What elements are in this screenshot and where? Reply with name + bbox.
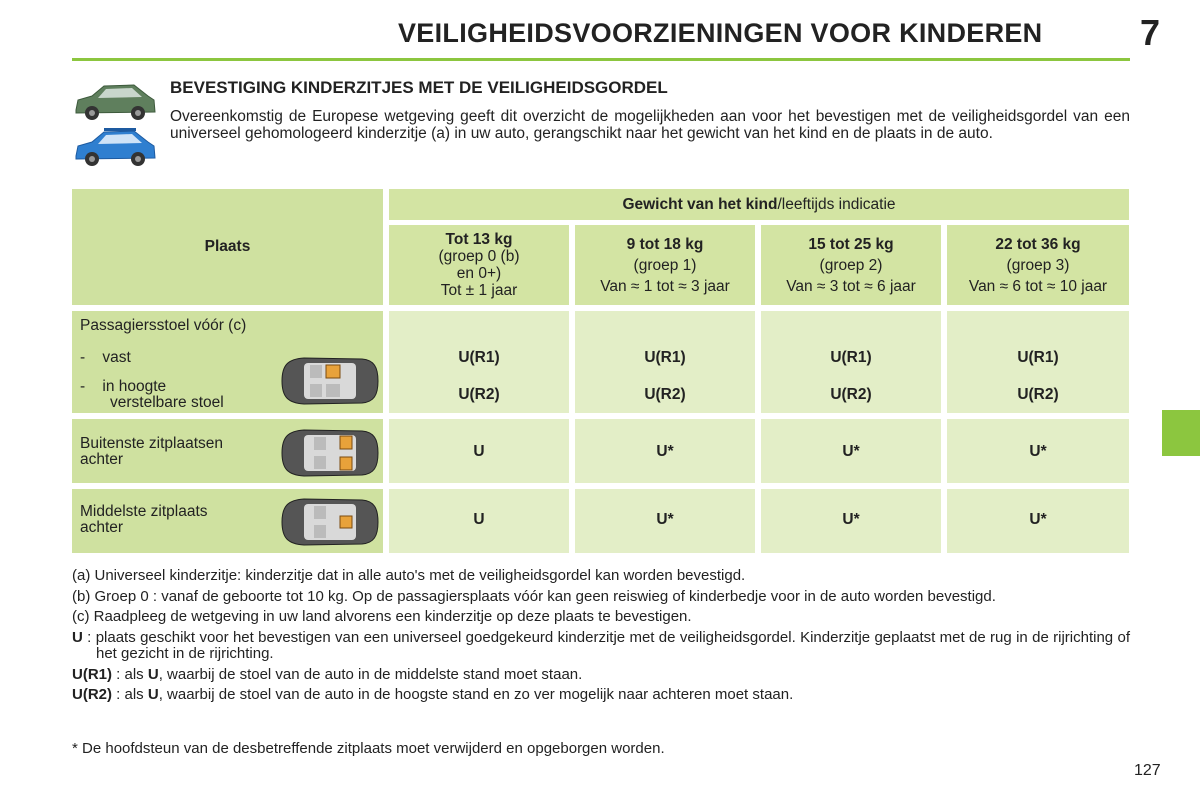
note-text: : plaats geschikt voor het bevestigen van een universeel goedgekeurd kinderzitje met de veiligheidsgordel. Kinderzitje geplaatst met de rug in de rijrichting of het gezicht in de rijrichting. [82, 628, 1130, 662]
car-topview-icon [274, 355, 380, 407]
weight-header-rest: /leeftijds indicatie [777, 195, 896, 213]
cell-value: U(R1) [644, 349, 686, 366]
group-weight: Tot 13 kg [445, 231, 513, 248]
note-key: U [147, 665, 159, 683]
cell-value: U(R2) [458, 386, 500, 403]
page-number: 127 [1134, 762, 1161, 779]
note-text: : als [112, 665, 148, 683]
group-weight: 22 tot 36 kg [995, 235, 1081, 253]
car-green-icon [72, 80, 158, 124]
group-header-0 [389, 225, 569, 305]
chapter-number: 7 [1140, 12, 1161, 53]
note-r2 [72, 687, 1130, 704]
row-sublabel: - vast [80, 349, 131, 366]
group-name: (groep 0 (b) [438, 248, 520, 265]
cell-value: U* [1029, 443, 1047, 460]
cell-value: U(R1) [1017, 349, 1059, 366]
note-key: U [147, 686, 159, 703]
footnote: * De hoofdsteun van de desbetreffende zitplaats moet verwijderd en opgeborgen worden. [72, 740, 665, 757]
car-blue-icon [72, 126, 158, 170]
group-name: (groep 2) [819, 256, 883, 274]
row-label: Middelste zitplaats [80, 503, 208, 520]
cell-value: U [473, 443, 485, 460]
note-c: (c) Raadpleeg de wetgeving in uw land alvorens een kinderzitje op deze plaats te bevestigen. [72, 608, 692, 625]
group-name: (groep 1) [633, 256, 697, 274]
note-text: : als [112, 686, 148, 703]
cell-value: U(R2) [1017, 386, 1059, 403]
place-header-label: Plaats [204, 238, 251, 255]
group-age: Van ≈ 1 tot ≈ 3 jaar [600, 277, 730, 295]
group-header-3 [947, 225, 1129, 305]
group-age: Van ≈ 3 tot ≈ 6 jaar [786, 277, 916, 295]
cell-value: U* [656, 511, 674, 528]
weight-header [389, 189, 1129, 220]
note-key: U(R2) [72, 686, 112, 703]
cell-value: U(R1) [458, 349, 500, 366]
cell-value: U(R1) [830, 349, 872, 366]
group-header-2 [761, 225, 941, 305]
group-age: Tot ± 1 jaar [440, 282, 518, 299]
note-text: , waarbij de stoel van de auto in de hoogste stand en zo ver mogelijk naar achteren moet staan. [158, 686, 794, 703]
note-key: U [72, 628, 83, 646]
cell-value: U* [842, 443, 860, 460]
cell-value: U [473, 511, 485, 528]
row-sublabel: verstelbare stoel [110, 394, 224, 411]
cell-value: U* [842, 511, 860, 528]
row-label-cont: achter [80, 519, 124, 536]
row-label: Passagiersstoel vóór (c) [80, 317, 247, 334]
group-weight: 9 tot 18 kg [626, 235, 704, 253]
cell-value: U(R2) [644, 386, 686, 403]
row-label-cont: achter [80, 451, 124, 468]
chapter-tab-marker [1162, 410, 1200, 456]
group-weight: 15 tot 25 kg [808, 235, 894, 253]
cell-value: U* [656, 443, 674, 460]
note-b: (b) Groep 0 : vanaf de geboorte tot 10 kg. Op de passagiersplaats vóór kan geen reiswieg of kinderbedje voor in de auto worden bevestigd. [72, 587, 996, 605]
car-topview-icon [274, 496, 380, 548]
car-topview-icon [274, 427, 380, 479]
weight-header-bold: Gewicht van het kind [622, 195, 778, 213]
cell-value: U(R2) [830, 386, 872, 403]
section-title: BEVESTIGING KINDERZITJES MET DE VEILIGHEIDSGORDEL [170, 78, 668, 97]
intro-paragraph: Overeenkomstig de Europese wetgeving geeft dit overzicht de mogelijkheden aan voor het bevestigen met de veiligheidsgordel van een universeel gehomologeerd kinderzitje (a) in uw auto, gerangschikt naar het gewicht van het kind en de plaats in de auto. [170, 108, 1130, 142]
note-u [72, 630, 1130, 663]
cell-value: U* [1029, 511, 1047, 528]
page-header-title: VEILIGHEIDSVOORZIENINGEN VOOR KINDEREN [398, 18, 1043, 48]
row-label: Buitenste zitplaatsen [80, 435, 224, 452]
group-header-1 [575, 225, 755, 305]
note-a: (a) Universeel kinderzitje: kinderzitje dat in alle auto's met de veiligheidsgordel kan worden bevestigd. [72, 567, 746, 584]
note-text: , waarbij de stoel van de auto in de middelste stand moet staan. [158, 665, 583, 683]
note-r1 [72, 667, 1130, 684]
group-name: (groep 3) [1006, 256, 1070, 274]
header-rule [72, 58, 1130, 61]
row-sublabel: - in hoogte [80, 378, 167, 395]
note-key: U(R1) [72, 665, 112, 683]
place-header [72, 189, 383, 305]
group-name-cont: en 0+) [456, 265, 502, 282]
group-age: Van ≈ 6 tot ≈ 10 jaar [968, 277, 1108, 295]
notes-block [72, 568, 1130, 708]
